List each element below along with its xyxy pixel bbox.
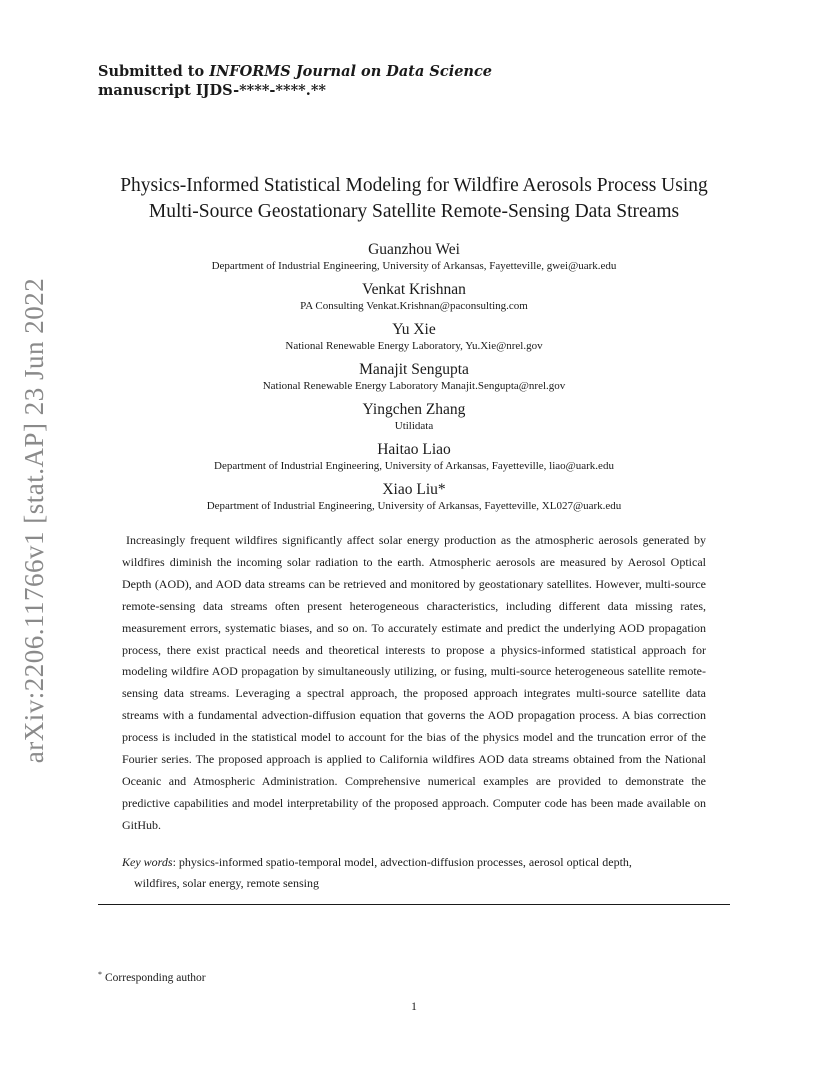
keywords-line-1: physics-informed spatio-temporal model, advection-diffusion processes, aerosol optical depth, [178,855,632,869]
keywords-label: Key words [122,855,173,869]
arxiv-stamp [14,277,56,763]
author-affiliation: Utilidata [394,420,434,432]
author-name: Haitao Liao [377,441,451,458]
author-name: Yingchen Zhang [362,401,466,418]
author-block [98,480,730,520]
author-affiliation: National Renewable Energy Laboratory, Yu.Xie@nrel.gov [285,340,543,352]
paper-title [80,173,748,225]
author-affiliation: National Renewable Energy Laboratory Manajit.Sengupta@nrel.gov [262,380,566,392]
author-name: Manajit Sengupta [359,361,469,378]
author-block [98,320,730,360]
page-number: 1 [411,1001,417,1013]
footnote-mark: * [98,970,102,979]
title-line-2: Multi-Source Geostationary Satellite Remote-Sensing Data Streams [148,201,680,222]
author-name: Xiao Liu* [382,481,446,498]
author-affiliation: Department of Industrial Engineering, University of Arkansas, Fayetteville, liao@uark.edu [214,460,614,472]
author-name: Yu Xie [392,321,436,338]
keywords-line-2: wildfires, solar energy, remote sensing [134,876,319,890]
author-block [98,360,730,400]
author-block [98,400,730,440]
author-affiliation: Department of Industrial Engineering, University of Arkansas, Fayetteville, XL027@uark.edu [206,500,622,512]
manuscript-id: manuscript IJDS-****-****.** [98,82,326,99]
author-affiliation: PA Consulting Venkat.Krishnan@paconsulting.com [300,300,528,312]
author-name: Guanzhou Wei [368,241,460,258]
author-affiliation: Department of Industrial Engineering, University of Arkansas, Fayetteville, gwei@uark.edu [211,260,617,272]
keywords [122,852,722,894]
running-header [98,62,492,100]
footnote [98,967,206,986]
author-list [98,240,730,520]
journal-name: INFORMS Journal on Data Science [209,63,493,80]
author-block [98,240,730,280]
submission-line [98,62,492,81]
author-name: Venkat Krishnan [362,281,466,298]
author-block [98,440,730,480]
section-divider [98,904,730,905]
title-line-1: Physics-Informed Statistical Modeling for Wildfire Aerosols Process Using [120,175,708,196]
submitted-to-label: Submitted to [98,63,210,80]
footnote-text: Corresponding author [105,972,206,984]
abstract: Increasingly frequent wildfires significantly affect solar energy production as the atmospheric aerosols generated by wildfires diminish the incoming solar radiation to the earth. Atmospheric aerosols are measured by Aerosol Optical Depth (AOD), and AOD data streams can be retrieved and monitored by geostationary satellites. However, multi-source remote-sensing data streams often present heterogeneous characteristics, including different data missing rates, measurement errors, systematic biases, and so on. To accurately estimate and predict the underlying AOD propagation process, there exist practical needs and theoretical interests to propose a physics-informed statistical approach for modeling wildfire AOD propagation by simultaneously utilizing, or fusing, multi-source heterogeneous satellite remote-sensing data streams. Leveraging a spectral approach, the proposed approach integrates multi-source satellite data streams with a fundamental advection-diffusion equation that governs the AOD propagation process. A bias correction process is included in the statistical model to account for the bias of the physics model and the truncation error of the Fourier series. The proposed approach is applied to California wildfires AOD data streams obtained from the National Oceanic and Atmospheric Administration. Comprehensive numerical examples are provided to demonstrate the predictive capabilities and model interpretability of the proposed approach. Computer code has been made available on GitHub. [122,533,706,832]
arxiv-identifier: arXiv:2206.11766v1 [stat.AP] 23 Jun 2022 [19,277,50,763]
author-block [98,280,730,320]
keywords-colon: : [172,855,179,869]
